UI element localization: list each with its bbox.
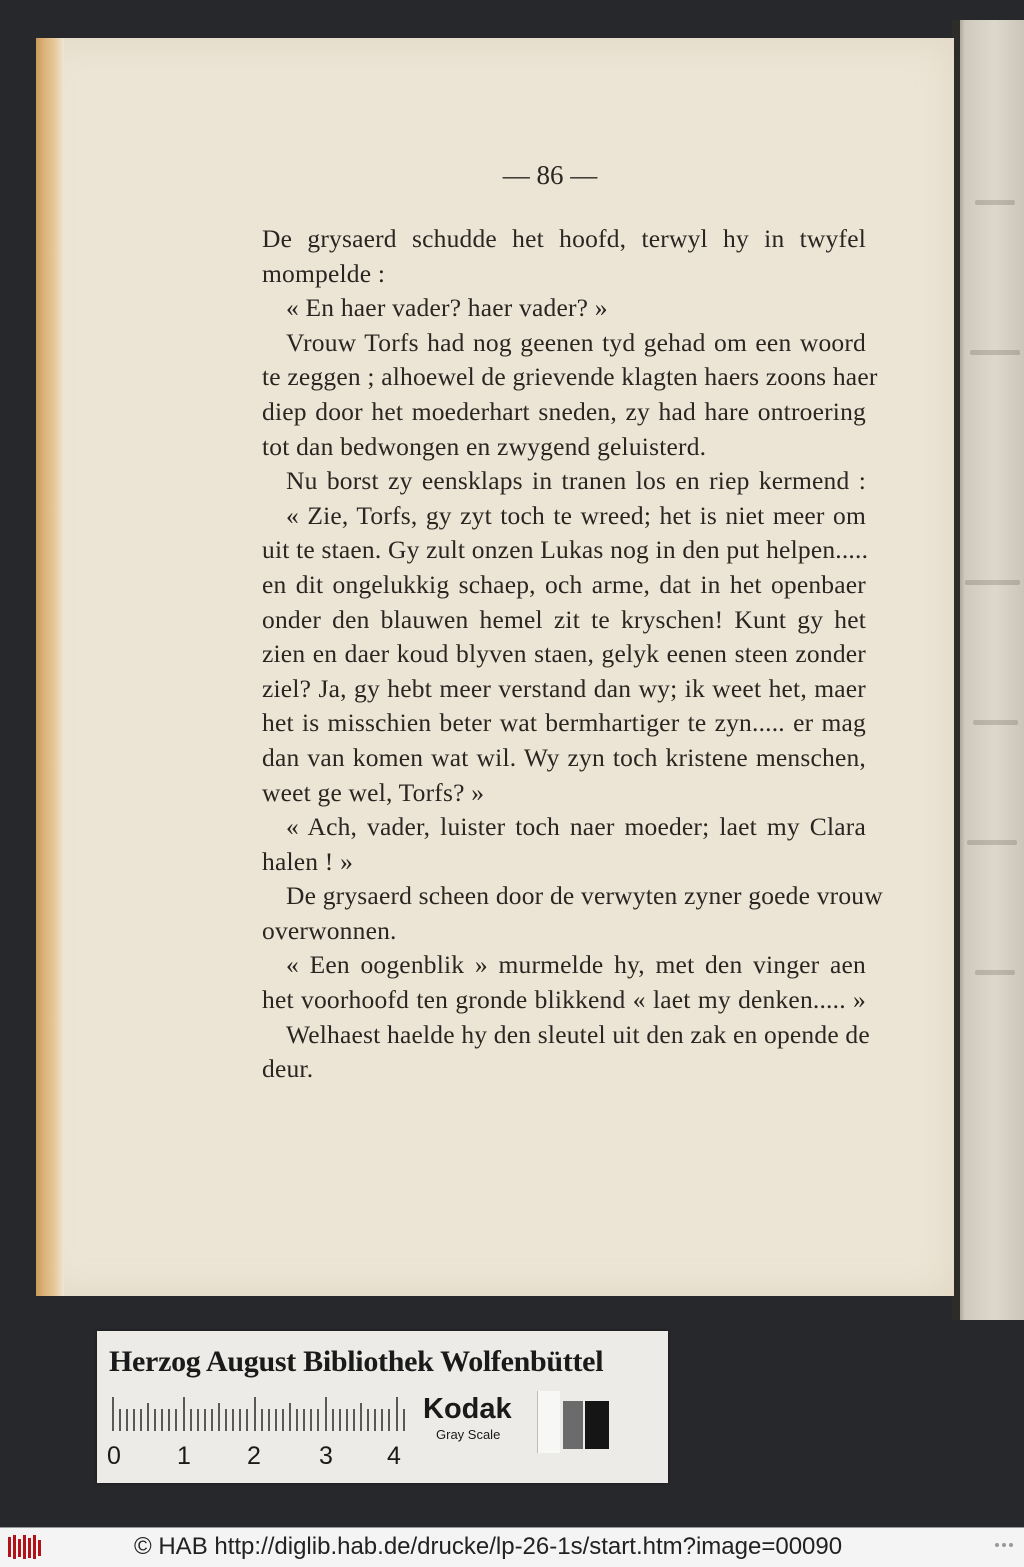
footer-dots-icon bbox=[994, 1542, 1014, 1548]
text-line: onder den blauwen hemel zit te kryschen! Kunt gy het bbox=[262, 604, 866, 634]
page-number bbox=[0, 160, 1024, 191]
text-line: uit te staen. Gy zult onzen Lukas nog in den put helpen..... bbox=[262, 535, 869, 565]
text-line: dan van komen wat wil. Wy zyn toch kristene menschen, bbox=[262, 742, 866, 772]
copyright-url: © HAB http://diglib.hab.de/drucke/lp-26-1s/start.htm?image=00090 bbox=[134, 1533, 843, 1560]
footer-bar bbox=[0, 1527, 1024, 1567]
text-line: De grysaerd scheen door de verwyten zyner goede vrouw bbox=[286, 881, 883, 911]
hab-logo-icon bbox=[8, 1535, 44, 1559]
text-line: « Ach, vader, luister toch naer moeder; laet my Clara bbox=[286, 812, 866, 842]
grey-patch bbox=[563, 1401, 583, 1449]
scale-number: 1 bbox=[177, 1442, 191, 1470]
library-name: Herzog August Bibliothek Wolfenbüttel bbox=[109, 1345, 604, 1378]
text-line: het voorhoofd ten gronde blikkend « laet my denken..... » bbox=[262, 985, 866, 1015]
page-number-text: — 86 — bbox=[502, 160, 598, 190]
kodak-logo-text: Kodak bbox=[423, 1393, 512, 1425]
text-line: mompelde : bbox=[262, 258, 386, 288]
page-edge-stain bbox=[36, 38, 64, 1296]
text-line: tot dan bedwongen en zwygend geluisterd. bbox=[262, 431, 707, 461]
scale-number: 4 bbox=[387, 1442, 401, 1470]
text-line: Welhaest haelde hy den sleutel uit den zak en opende de bbox=[286, 1019, 870, 1049]
scale-number: 2 bbox=[247, 1442, 261, 1470]
black-patch bbox=[585, 1401, 609, 1449]
text-line: « En haer vader? haer vader? » bbox=[286, 293, 608, 323]
text-line: diep door het moederhart sneden, zy had hare ontroering bbox=[262, 396, 866, 426]
scale-number: 0 bbox=[107, 1442, 121, 1470]
text-line: ziel? Ja, gy hebt meer verstand dan wy; ik weet het, maer bbox=[262, 673, 866, 703]
scale-number: 3 bbox=[319, 1442, 333, 1470]
text-line: te zeggen ; alhoewel de grievende klagten haers zoons haer bbox=[262, 362, 878, 392]
body-text bbox=[262, 222, 883, 1087]
text-line: « Zie, Torfs, gy zyt toch te wreed; het is niet meer om bbox=[286, 500, 866, 530]
text-line: deur. bbox=[262, 1054, 314, 1084]
text-line: overwonnen. bbox=[262, 915, 397, 945]
color-target-card bbox=[97, 1331, 668, 1483]
text-line: en dit ongelukkig schaep, och arme, dat in het openbaer bbox=[262, 569, 866, 599]
text-line: het is misschien beter wat bermhartiger te zyn..... er mag bbox=[262, 708, 866, 738]
text-line: halen ! » bbox=[262, 846, 354, 876]
text-line: weet ge wel, Torfs? » bbox=[262, 777, 485, 807]
white-patch bbox=[537, 1391, 560, 1453]
gray-scale-label: Gray Scale bbox=[436, 1427, 501, 1442]
text-line: zien en daer koud blyven staen, gelyk eenen steen zonder bbox=[262, 639, 866, 669]
text-line: De grysaerd schudde het hoofd, terwyl hy in twyfel bbox=[262, 224, 866, 253]
next-page-edge bbox=[955, 20, 1024, 1320]
text-line: Nu borst zy eensklaps in tranen los en riep kermend : bbox=[286, 466, 866, 496]
text-line: « Een oogenblik » murmelde hy, met den vinger aen bbox=[286, 950, 866, 980]
text-line: Vrouw Torfs had nog geenen tyd gehad om een woord bbox=[286, 327, 866, 357]
